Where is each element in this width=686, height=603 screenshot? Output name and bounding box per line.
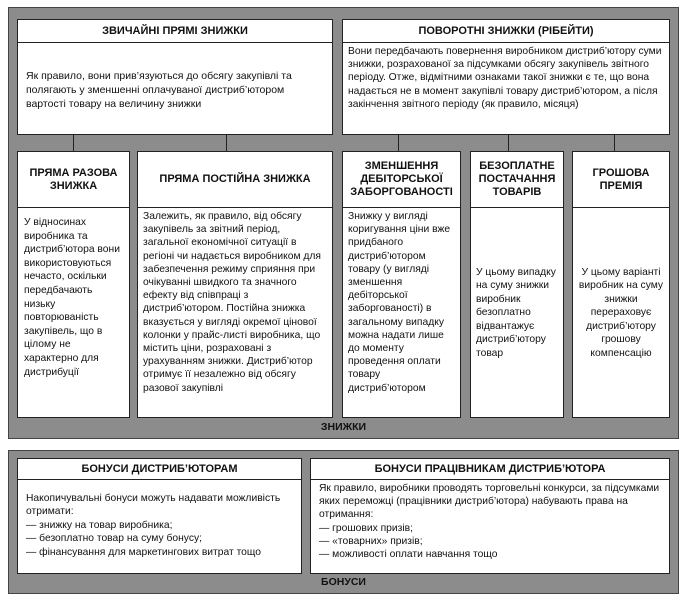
permanent-discount-text: Залежить, як правило, від обсягу закупівель за звітний період, загальної економічної ситуації в регіоні чи надається виробником для забезпечення режиму сприяння при очікуванні швидкого та значного ефекту від співпраці з дистриб’ютором. Постійна знижка вказується у вигляді окремої цінової колонки у прайс-листі виробника, що містить ціни, розраховані з урахуванням знижки. Дистриб’ютор отримує її незалежно від обсягу разової закупівлі xyxy=(143,211,321,394)
rebates-box xyxy=(342,19,670,135)
free-goods-text: У цьому випадку на суму знижки виробник безоплатно відвантажує дистриб’ютору товар xyxy=(476,267,556,359)
receivables-reduction-title: ЗМЕНШЕННЯ ДЕБІТОРСЬКОЇ ЗАБОРГОВАНОСТІ xyxy=(343,152,460,208)
one-time-discount-box xyxy=(17,151,130,418)
list-item: — можливості оплати навчання тощо xyxy=(319,549,498,561)
free-goods-title: БЕЗОПЛАТНЕ ПОСТАЧАННЯ ТОВАРІВ xyxy=(471,152,563,208)
one-time-discount-text: У відносинах виробника та дистриб’ютора вони використовуються нечасто, оскільки передбачають низьку повторюваність закупівель, що в цілому не характерно для дистрибуції xyxy=(24,217,120,378)
receivables-reduction-box xyxy=(342,151,461,418)
cash-bonus-title: ГРОШОВА ПРЕМІЯ xyxy=(573,152,669,208)
list-item: — грошових призів; xyxy=(319,522,413,534)
one-time-discount-title: ПРЯМА РАЗОВА ЗНИЖКА xyxy=(18,152,129,208)
permanent-discount-box xyxy=(137,151,333,418)
connector-line xyxy=(73,134,74,152)
employee-bonuses-body xyxy=(311,480,669,561)
list-item: — фінансування для маркетингових витрат тощо xyxy=(26,546,261,558)
discounts-caption: ЗНИЖКИ xyxy=(320,421,367,433)
ordinary-discounts-title: ЗВИЧАЙНІ ПРЯМІ ЗНИЖКИ xyxy=(18,20,332,43)
connector-line xyxy=(508,134,509,152)
connector-line xyxy=(226,134,227,152)
cash-bonus-box xyxy=(572,151,670,418)
ordinary-discounts-text: Як правило, вони прив’язуються до обсягу закупівлі та полягають у зменшенні оплачуваної дистриб’ютором вартості товару на величину знижки xyxy=(26,69,292,110)
rebates-title: ПОВОРОТНІ ЗНИЖКИ (РІБЕЙТИ) xyxy=(343,20,669,43)
bonuses-caption: БОНУСИ xyxy=(321,576,366,588)
employee-bonuses-intro: Як правило, виробники проводять торговельні конкурси, за підсумками яких переможці (працівники дистриб’ютора) набувають права на отримання: xyxy=(319,483,660,521)
distributor-bonuses-title: БОНУСИ ДИСТРИБ’ЮТОРАМ xyxy=(18,459,301,480)
permanent-discount-title: ПРЯМА ПОСТІЙНА ЗНИЖКА xyxy=(138,152,332,208)
employee-bonuses-box xyxy=(310,458,670,574)
list-item: — безоплатно товар на суму бонусу; xyxy=(26,533,203,545)
distributor-bonuses-body xyxy=(18,480,301,559)
connector-line xyxy=(398,134,399,152)
receivables-reduction-text: Знижку у вигляді коригування ціни вже придбаного дистриб’ютором товару (у вигляді зменшення дебіторської заборгованості) в загальному випадку можна надати лише до моменту проведення оплати товару дистриб’ютором xyxy=(348,211,451,394)
list-item: — знижку на товар виробника; xyxy=(26,519,173,531)
distributor-bonuses-intro: Накопичувальні бонуси можуть надавати можливість отримати: xyxy=(26,493,281,518)
free-goods-box xyxy=(470,151,564,418)
connector-line xyxy=(614,134,615,152)
ordinary-discounts-box xyxy=(17,19,333,135)
rebates-text: Вони передбачають повернення виробником дистриб’ютору суми знижки, розрахованої за підсумками обсягу закупівель звітного періоду. Отже, відмітними ознаками такої знижки є те, що вона надається не в момент закупівлі товару дистриб’ютором, а після закінчення звітного періоду (як правило, місяця) xyxy=(348,46,662,110)
list-item: — «товарних» призів; xyxy=(319,535,423,547)
distributor-bonuses-box xyxy=(17,458,302,574)
cash-bonus-text: У цьому варіанті виробник на суму знижки перераховує дистриб’ютору грошову компенсацію xyxy=(578,267,664,359)
employee-bonuses-title: БОНУСИ ПРАЦІВНИКАМ ДИСТРИБ’ЮТОРА xyxy=(311,459,669,480)
